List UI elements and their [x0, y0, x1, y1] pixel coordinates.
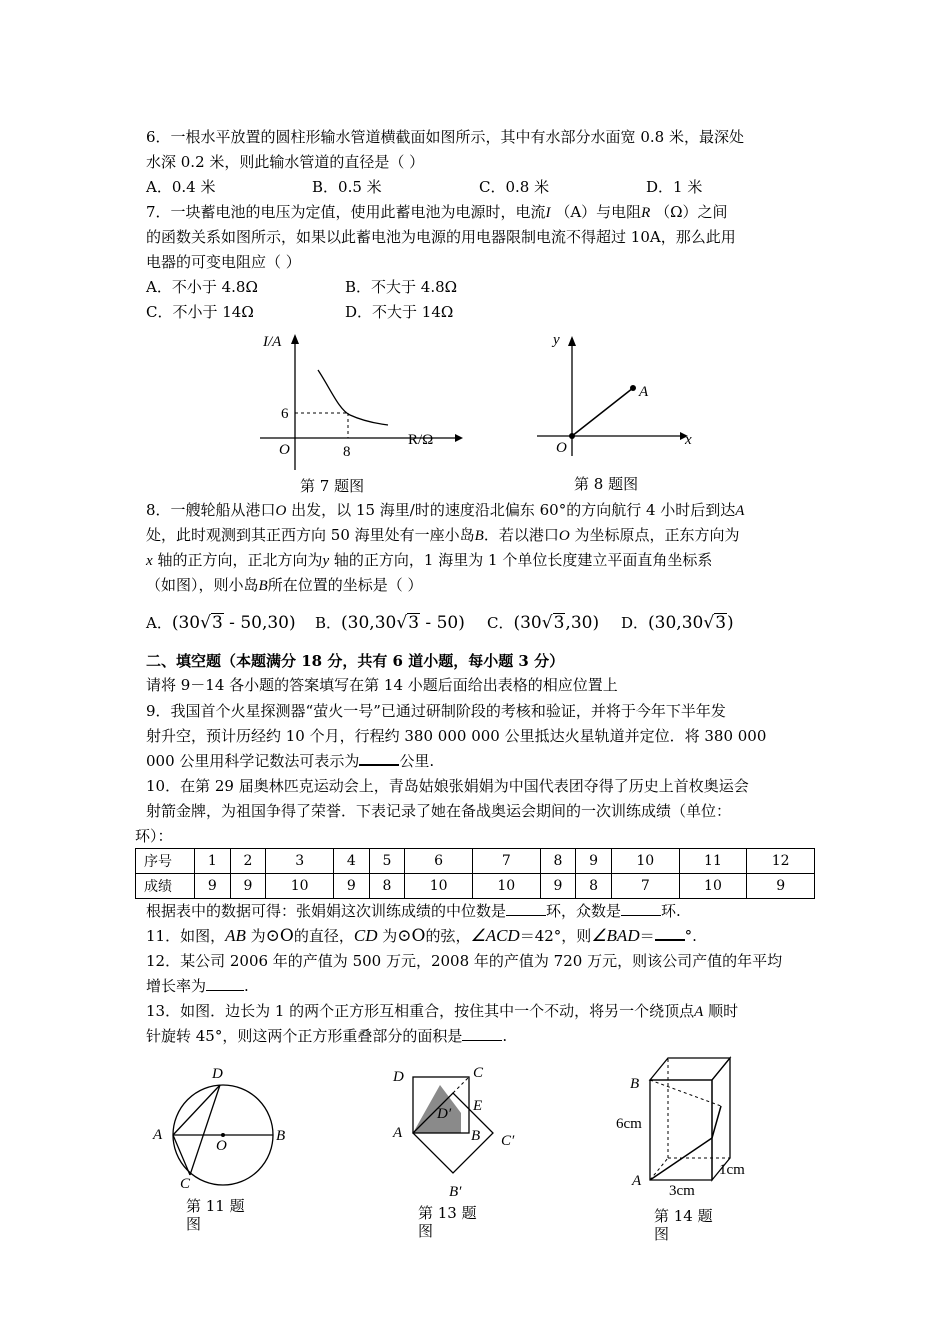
q8-option-a: A．(30√3 - 50,30)	[146, 613, 296, 633]
table-cell: 3	[266, 849, 334, 874]
table-cell: 10	[611, 849, 679, 874]
fig8-y-label: y	[553, 332, 560, 348]
figure-7-graph	[255, 330, 465, 470]
q7-line1: 7．一块蓄电池的电压为定值，使用此蓄电池为电源时，电流I （A）与电阻R （Ω）之间	[146, 203, 728, 221]
fig14-width: 1cm	[719, 1162, 745, 1178]
q8-line2: 处，此时观测到其正西方向 50 海里处有一座小岛B．若以港口O 为坐标原点，正东方向为	[146, 526, 740, 544]
var-r: R	[641, 205, 651, 221]
q7-option-c: C．不小于 14Ω	[146, 303, 254, 321]
fig11-label-a: A	[153, 1127, 163, 1143]
q6-option-a: A．0.4 米	[146, 178, 216, 196]
fig13-label-e: E	[473, 1098, 483, 1114]
table-cell: 7	[472, 849, 540, 874]
q12-answer-blank	[206, 990, 244, 991]
q6-line2: 水深 0.2 米，则此输水管道的直径是（ ）	[146, 153, 425, 171]
fig7-y-tick: 6	[281, 406, 289, 422]
q10-line3: 环）：	[135, 827, 173, 845]
table-cell: 12	[747, 849, 815, 874]
fig14-label-a: A	[632, 1173, 642, 1189]
table-cell: 9	[333, 874, 369, 899]
q7-option-b: B．不大于 4.8Ω	[345, 278, 458, 296]
table-cell: 10	[679, 874, 747, 899]
row-header-number: 序号	[136, 849, 195, 874]
fig14-length: 3cm	[669, 1183, 695, 1199]
fig13-label-a: A	[393, 1125, 403, 1141]
q8-line4: （如图），则小岛B所在位置的坐标是（ ）	[146, 576, 423, 594]
fig13-label-d: D	[393, 1069, 404, 1085]
fig13-caption-1: 第 13 题	[418, 1204, 477, 1222]
fig7-origin: O	[279, 442, 290, 458]
table-cell: 9	[576, 849, 612, 874]
fig14-label-b: B	[630, 1076, 640, 1092]
q13-line2: 针旋转 45°，则这两个正方形重叠部分的面积是 .	[146, 1027, 508, 1045]
section2-instruction: 请将 9－14 各小题的答案填写在第 14 小题后面给出表格的相应位置上	[146, 676, 618, 694]
q13-line1: 13．如图．边长为 1 的两个正方形互相重合，按住其中一个不动，将另一个绕顶点A 顺时	[146, 1002, 739, 1020]
q12-line1: 12．某公司 2006 年的产值为 500 万元，2008 年的产值为 720 万元，则该公司产值的年平均	[146, 952, 783, 970]
q7-option-d: D．不大于 14Ω	[345, 303, 454, 321]
table-cell: 9	[540, 874, 576, 899]
fig13-label-c: C	[473, 1065, 484, 1081]
table-cell: 6	[405, 849, 473, 874]
table-cell: 11	[679, 849, 747, 874]
fig13-caption-2: 图	[418, 1222, 434, 1240]
fig8-point-a: A	[639, 384, 649, 400]
fig11-caption-1: 第 11 题	[186, 1197, 245, 1215]
q6-line1: 6．一根水平放置的圆柱形输水管道横截面如图所示，其中有水部分水面宽 0.8 米，最深处	[146, 128, 744, 146]
fig11-label-o: O	[216, 1138, 227, 1154]
fig11-caption-2: 图	[186, 1215, 202, 1233]
fig13-label-b-prime: B′	[449, 1184, 462, 1200]
q8-option-d: D．(30,30√3)	[621, 613, 734, 633]
fig7-y-label: I/A	[263, 334, 282, 350]
table-cell: 10	[266, 874, 334, 899]
table-cell: 1	[195, 849, 231, 874]
figure-8-graph	[535, 328, 705, 468]
table-cell: 8	[540, 849, 576, 874]
fig13-label-d-prime: D′	[437, 1106, 452, 1122]
q8-option-b: B．(30,30√3 - 50)	[315, 613, 465, 633]
var-i: I	[545, 205, 551, 221]
table-cell: 9	[230, 874, 266, 899]
table-cell: 8	[369, 874, 405, 899]
q10-after-table: 根据表中的数据可得：张娟娟这次训练成绩的中位数是 环，众数是 环.	[146, 902, 681, 920]
q13-answer-blank	[462, 1040, 502, 1041]
q12-line2: 增长率为 .	[146, 977, 249, 995]
table-cell: 9	[747, 874, 815, 899]
fig14-caption-1: 第 14 题	[654, 1207, 713, 1225]
fig8-caption: 第 8 题图	[574, 475, 639, 493]
q11-answer-blank	[655, 939, 685, 941]
q7-line3: 电器的可变电阻应（ ）	[146, 253, 301, 271]
q6-option-d: D．1 米	[646, 178, 703, 196]
q9-answer-blank	[359, 764, 399, 766]
row-header-score: 成绩	[136, 874, 195, 899]
table-cell: 7	[611, 874, 679, 899]
q10-line2: 射箭金牌，为祖国争得了荣誉．下表记录了她在备战奥运会期间的一次训练成绩（单位：	[146, 802, 732, 820]
q9-line3: 000 公里用科学记数法可表示为 公里.	[146, 752, 435, 770]
q9-line2: 射升空，预计历经约 10 个月，行程约 380 000 000 公里抵达火星轨道并定位．将 380 000	[146, 727, 767, 745]
mode-blank	[621, 915, 661, 916]
fig11-label-c: C	[180, 1176, 191, 1192]
q7-option-a: A．不小于 4.8Ω	[146, 278, 258, 296]
q7-line2: 的函数关系如图所示，如果以此蓄电池为电源的用电器限制电流不得超过 10A，那么此用	[146, 228, 736, 246]
fig8-origin: O	[556, 440, 567, 456]
table-row	[136, 849, 815, 874]
q11-line: 11．如图，AB 为⊙O的直径，CD 为⊙O的弦，∠ACD＝42°，则∠BAD＝ °.	[146, 926, 697, 946]
table-cell: 5	[369, 849, 405, 874]
q8-line1: 8．一艘轮船从港口O 出发，以 15 海里/时的速度沿北偏东 60°的方向航行 4 小时后到达A	[146, 501, 745, 519]
table-cell: 9	[195, 874, 231, 899]
q6-option-b: B．0.5 米	[312, 178, 382, 196]
table-cell: 2	[230, 849, 266, 874]
fig13-label-b: B	[471, 1128, 481, 1144]
fig11-label-d: D	[212, 1066, 223, 1082]
median-blank	[506, 915, 546, 916]
q6-option-c: C．0.8 米	[479, 178, 550, 196]
q8-option-c: C．(30√3,30)	[487, 613, 600, 633]
fig14-height: 6cm	[616, 1116, 642, 1132]
q10-line1: 10．在第 29 届奥林匹克运动会上，青岛姑娘张娟娟为中国代表团夺得了历史上首枚奥运会	[146, 777, 749, 795]
fig11-label-b: B	[276, 1128, 286, 1144]
table-cell: 10	[472, 874, 540, 899]
table-cell: 4	[333, 849, 369, 874]
figure-13-squares	[385, 1060, 535, 1205]
fig7-x-label: R/Ω	[408, 432, 434, 448]
figure-14-prism	[615, 1048, 785, 1198]
table-row	[136, 874, 815, 899]
q8-line3: x 轴的正方向，正北方向为y 轴的正方向，1 海里为 1 个单位长度建立平面直角坐标系	[146, 551, 713, 569]
fig7-caption: 第 7 题图	[300, 477, 365, 495]
table-cell: 10	[405, 874, 473, 899]
fig8-x-label: x	[685, 432, 692, 448]
fig14-caption-2: 图	[654, 1225, 670, 1243]
table-cell: 8	[576, 874, 612, 899]
scores-table	[135, 848, 815, 899]
fig13-label-c-prime: C′	[501, 1133, 515, 1149]
figure-11-circle	[150, 1062, 300, 1192]
fig7-x-tick: 8	[343, 444, 351, 460]
section2-title: 二、填空题（本题满分 18 分，共有 6 道小题，每小题 3 分）	[146, 652, 565, 670]
q9-line1: 9．我国首个火星探测器“萤火一号”已通过研制阶段的考核和验证，并将于今年下半年发	[146, 702, 726, 720]
